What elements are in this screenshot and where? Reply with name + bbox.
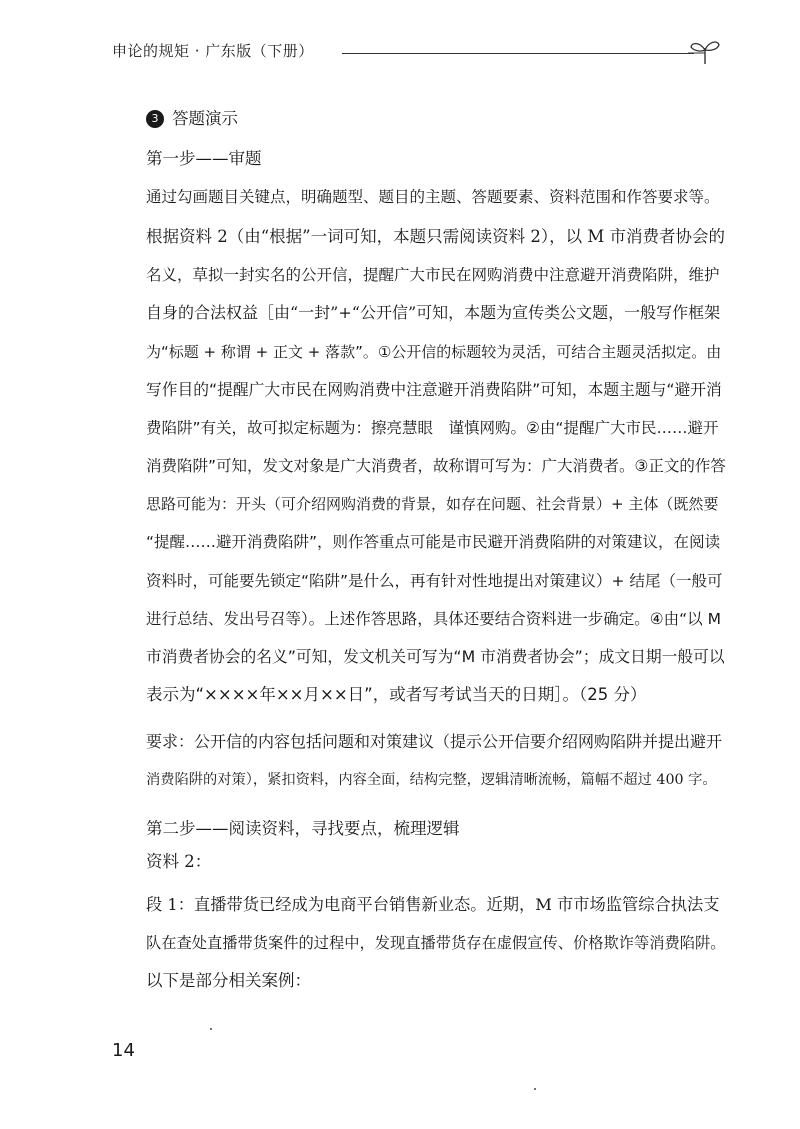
paragraph-line: “提醒……避开消费陷阱”，则作答重点可能是市民避开消费陷阱的对策建议，在阅读 bbox=[146, 533, 721, 551]
paragraph-line: 消费陷阱”可知，发文对象是广大消费者，故称谓可写为：广大消费者。③正文的作答 bbox=[146, 457, 726, 475]
requirement-line: 要求：公开信的内容包括问题和对策建议（提示公开信要介绍网购陷阱并提出避开 bbox=[146, 732, 723, 751]
paragraph-line: 名义，草拟一封实名的公开信，提醒广大市民在网购消费中注意避开消费陷阱，维护 bbox=[146, 266, 720, 284]
paragraph-line: 根据资料 2（由“根据”一词可知，本题只需阅读资料 2），以 M 市消费者协会的 bbox=[146, 227, 725, 246]
material-line: 队在查处直播带货案件的过程中，发现直播带货存在虚假宣传、价格欺诈等消费陷阱。 bbox=[146, 934, 726, 952]
scan-speck bbox=[534, 1088, 536, 1090]
paragraph-line: 资料时，可能要先锁定“陷阱”是什么，再有针对性地提出对策建议）+ 结尾（一般可 bbox=[146, 572, 723, 590]
paragraph-line: 进行总结、发出号召等）。上述作答思路，具体还要结合资料进一步确定。④由“以 M bbox=[146, 610, 721, 628]
scan-speck bbox=[210, 1028, 212, 1030]
page-number: 14 bbox=[112, 1040, 135, 1061]
material-line: 段 1：直播带货已经成为电商平台销售新业态。近期，M 市市场监管综合执法支 bbox=[146, 895, 720, 914]
sprout-icon bbox=[688, 38, 722, 66]
paragraph-line: 自身的合法权益［由“一封”+“公开信”可知，本题为宣传类公文题，一般写作框架 bbox=[146, 303, 721, 322]
section-title: 答题演示 bbox=[172, 109, 238, 128]
step-one-heading: 第一步——审题 bbox=[146, 149, 262, 168]
section-heading bbox=[146, 108, 238, 130]
running-header-title: 申论的规矩 · 广东版（下册） bbox=[112, 42, 314, 60]
paragraph-line: 市消费者协会的名义”可知，发文机关可写为“M 市消费者协会”；成文日期一般可以 bbox=[146, 647, 725, 666]
running-header bbox=[112, 38, 722, 66]
step-two-heading: 第二步——阅读资料，寻找要点，梳理逻辑 bbox=[146, 819, 460, 838]
requirement-line: 消费陷阱的对策），紧扣资料，内容全面，结构完整，逻辑清晰流畅，篇幅不超过 400 字。 bbox=[146, 772, 717, 788]
paragraph-line: 通过勾画题目关键点，明确题型、题目的主题、答题要素、资料范围和作答要求等。 bbox=[146, 188, 720, 206]
paragraph-line: 费陷阱”有关，故可拟定标题为：擦亮慧眼 谨慎网购。②由“提醒广大市民……避开 bbox=[146, 419, 719, 437]
paragraph-line: 表示为“××××年××月××日”，或者写考试当天的日期］。（25 分） bbox=[146, 685, 647, 704]
section-bullet-icon: 3 bbox=[146, 110, 164, 128]
material-label: 资料 2： bbox=[146, 852, 212, 871]
header-rule bbox=[342, 53, 694, 54]
material-line: 以下是部分相关案例： bbox=[146, 971, 311, 990]
paragraph-line: 写作目的“提醒广大市民在网购消费中注意避开消费陷阱”可知，本题主题与“避开消 bbox=[146, 380, 722, 399]
paragraph-line: 为“标题 + 称谓 + 正文 + 落款”。①公开信的标题较为灵活，可结合主题灵活拟定。由 bbox=[146, 343, 722, 361]
paragraph-line: 思路可能为：开头（可介绍网购消费的背景，如存在问题、社会背景）+ 主体（既然要 bbox=[146, 495, 719, 513]
